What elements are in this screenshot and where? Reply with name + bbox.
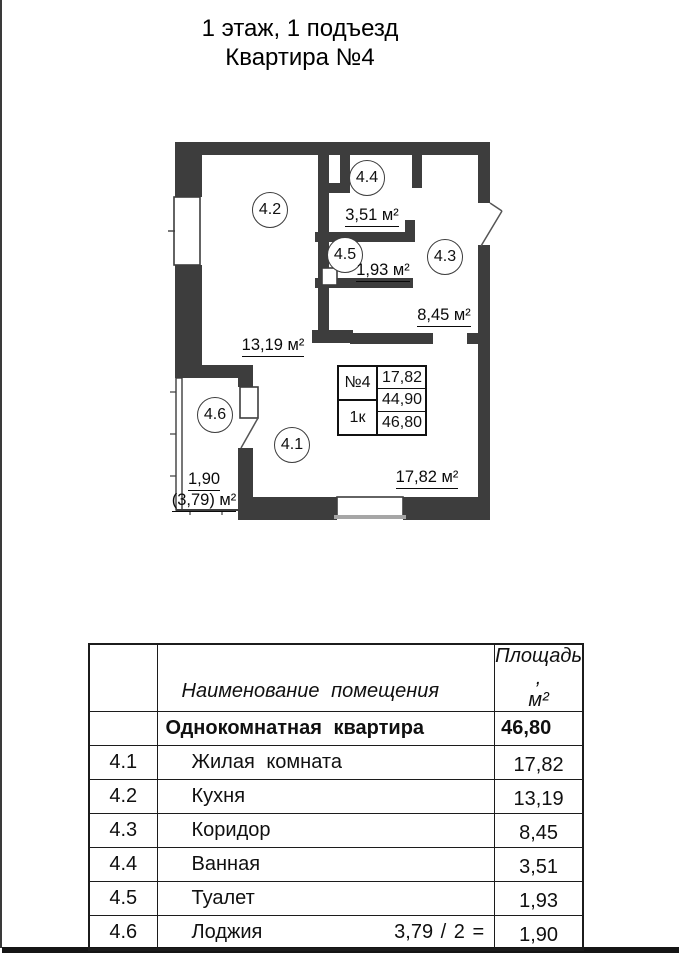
room-circle-kitchen xyxy=(252,192,288,228)
room-area-cell: 17,82 xyxy=(495,746,583,780)
room-name: Лоджия xyxy=(191,920,263,943)
wall-bottom-left xyxy=(247,497,337,520)
info-box-right-column xyxy=(378,367,425,434)
wall-right-upper xyxy=(478,142,490,203)
header-name-cell: Наименование помещения xyxy=(157,644,495,712)
room-number: 4.5 xyxy=(333,246,357,263)
room-number-cell: 4.2 xyxy=(89,780,157,814)
wall-kitchen-bottom xyxy=(175,365,242,378)
info-box-left-column xyxy=(339,367,378,434)
walls xyxy=(175,142,490,520)
apartment-number: №4 xyxy=(339,367,376,401)
room-circle-bathroom xyxy=(349,160,385,196)
area-without-loggia-value: 44,90 xyxy=(378,389,425,412)
apartment-summary-row xyxy=(89,712,583,746)
table-row xyxy=(89,916,583,950)
apartment-info-box xyxy=(337,365,427,436)
header-number-cell xyxy=(89,644,157,712)
window-living-room-sill xyxy=(334,515,406,519)
room-number: 4.1 xyxy=(280,436,304,453)
entrance-door-frame xyxy=(490,203,502,211)
header-area-line2: м² xyxy=(528,689,549,711)
room-circle-living-room xyxy=(274,427,310,463)
entrance-door-leaf xyxy=(481,211,502,246)
room-name-cell: Жилая комната xyxy=(157,746,495,780)
area-label-loggia: 1,90 (3,79) м² xyxy=(168,470,240,512)
table-row xyxy=(89,780,583,814)
wall-corridor-stub xyxy=(312,330,353,343)
wall-left-mid xyxy=(175,265,202,378)
room-name-cell: Ванная xyxy=(157,848,495,882)
table-row xyxy=(89,746,583,780)
room-number-cell: 4.3 xyxy=(89,814,157,848)
window-kitchen xyxy=(174,197,200,265)
table-row xyxy=(89,882,583,916)
wall-corridor-main xyxy=(350,333,433,344)
room-number: 4.3 xyxy=(433,248,457,265)
total-area-value: 46,80 xyxy=(382,414,423,431)
room-number-cell: 4.5 xyxy=(89,882,157,916)
room-number: 4.6 xyxy=(203,406,227,423)
room-name-cell: Туалет xyxy=(157,882,495,916)
area-label-corridor: 8,45 м² xyxy=(402,306,486,327)
table-header-row xyxy=(89,644,583,712)
living-area-value: 17,82 xyxy=(378,367,425,389)
room-name-cell xyxy=(157,916,495,950)
room-number-cell: 4.6 xyxy=(89,916,157,950)
area-label-living-room: 17,82 м² xyxy=(385,468,469,489)
window-living-room xyxy=(337,497,403,517)
wall-left-top xyxy=(175,142,202,197)
wall-bathroom-toilet xyxy=(315,232,415,242)
table-row xyxy=(89,814,583,848)
wall-bottom-right xyxy=(403,497,490,520)
wall-top xyxy=(175,142,490,155)
rooms-count: 1к xyxy=(349,408,366,426)
room-circle-corridor xyxy=(427,239,463,275)
loggia-door-leaf xyxy=(240,387,258,418)
page-frame-left xyxy=(0,0,2,948)
header-area-line1: Площадь , xyxy=(495,645,582,689)
room-area-cell: 3,51 xyxy=(495,848,583,882)
wall-right-lower xyxy=(478,245,490,520)
summary-area-cell: 46,80 xyxy=(495,712,583,746)
area-label-kitchen: 13,19 м² xyxy=(231,336,315,357)
summary-name-cell: Однокомнатная квартира xyxy=(157,712,495,746)
floor-plan xyxy=(168,134,504,530)
wall-corridor-right-stub xyxy=(467,333,480,344)
area-label-bathroom: 3,51 м² xyxy=(330,206,414,227)
room-area-cell: 8,45 xyxy=(495,814,583,848)
wall-niche-bottom xyxy=(318,183,350,193)
room-number: 4.4 xyxy=(355,169,379,186)
area-label-toilet: 1,93 м² xyxy=(341,261,425,282)
loggia-coefficient-note: 3,79 / 2 = xyxy=(394,920,485,943)
wall-bathroom-right xyxy=(412,153,422,188)
summary-number-cell xyxy=(89,712,157,746)
title-floor-entrance: 1 этаж, 1 подъезд xyxy=(201,15,399,42)
wall-loggia-top xyxy=(238,365,253,387)
room-number: 4.2 xyxy=(258,201,282,218)
room-name-cell: Кухня xyxy=(157,780,495,814)
page-title xyxy=(0,14,600,72)
room-number-cell: 4.4 xyxy=(89,848,157,882)
room-number-cell: 4.1 xyxy=(89,746,157,780)
title-apartment: Квартира №4 xyxy=(225,44,375,71)
room-area-cell: 13,19 xyxy=(495,780,583,814)
wall-loggia-bottom xyxy=(238,448,253,520)
loggia-door-swing xyxy=(241,418,258,448)
room-area-cell: 1,93 xyxy=(495,882,583,916)
toilet-door-opening xyxy=(322,268,337,285)
room-areas-table xyxy=(88,643,584,951)
room-name-cell: Коридор xyxy=(157,814,495,848)
header-area-cell xyxy=(495,644,583,712)
table-row xyxy=(89,848,583,882)
room-circle-loggia xyxy=(197,397,233,433)
room-area-cell: 1,90 xyxy=(495,916,583,950)
